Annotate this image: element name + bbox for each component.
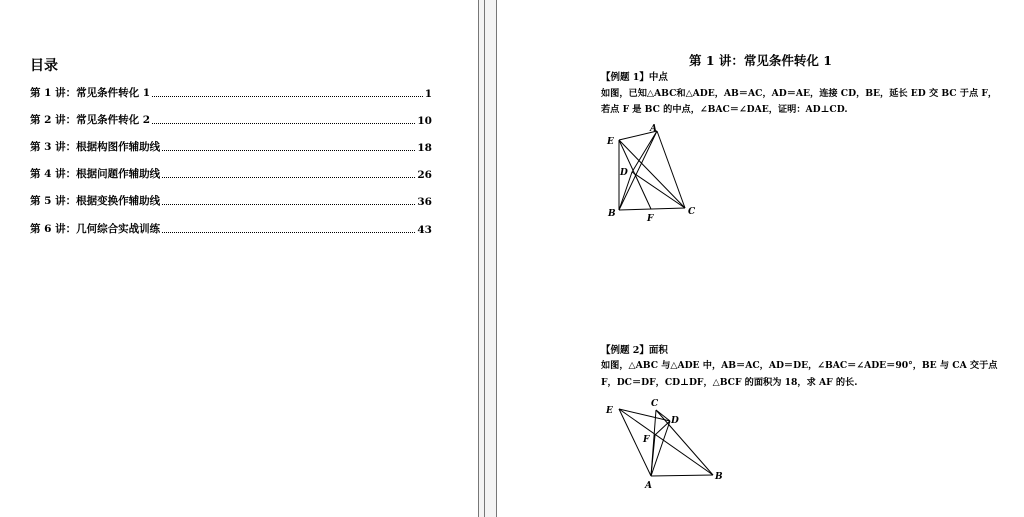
figure-line bbox=[651, 475, 713, 476]
example1-figure bbox=[605, 120, 700, 224]
toc-entry-label: 第 5 讲：根据变换作辅助线 bbox=[30, 195, 161, 207]
figure-line bbox=[619, 409, 713, 475]
toc-entry-page: 10 bbox=[417, 115, 432, 127]
example1-text-line: 若点 F 是 BC 的中点，∠BAC＝∠DAE，证明：AD⊥CD. bbox=[601, 104, 848, 115]
toc-entry-label: 第 1 讲：常见条件转化 1 bbox=[30, 87, 151, 99]
toc-entry-page: 1 bbox=[424, 88, 432, 100]
label-B: B bbox=[608, 209, 616, 219]
figure-line bbox=[632, 172, 685, 208]
toc-entry[interactable] bbox=[30, 138, 432, 154]
toc-entry-label: 第 4 讲：根据问题作辅助线 bbox=[30, 168, 161, 180]
toc-entry-page: 18 bbox=[417, 142, 432, 154]
label-D: D bbox=[620, 168, 628, 178]
label-E: E bbox=[606, 406, 613, 416]
label-E: E bbox=[607, 137, 614, 147]
toc-title: 目录 bbox=[30, 58, 58, 74]
example2-heading: 【例题 2】面积 bbox=[601, 345, 668, 356]
toc-leader-dots bbox=[152, 123, 415, 124]
label-B: B bbox=[715, 472, 723, 482]
toc-leader-dots bbox=[162, 150, 415, 151]
toc-entry-page: 26 bbox=[417, 169, 432, 181]
toc-entry[interactable] bbox=[30, 165, 432, 181]
toc-entry[interactable] bbox=[30, 192, 432, 208]
figure-line bbox=[657, 131, 685, 208]
page-gap bbox=[479, 0, 496, 517]
toc-entry-page: 43 bbox=[417, 224, 432, 236]
example2-figure bbox=[601, 395, 731, 491]
example2-text-line: 如图，△ABC 与△ADE 中，AB＝AC，AD＝DE，∠BAC＝∠ADE＝90°，BE 与 CA 交于点 bbox=[601, 360, 998, 371]
figure-line bbox=[656, 410, 713, 475]
toc-leader-dots bbox=[162, 177, 415, 178]
label-A: A bbox=[645, 481, 652, 491]
toc-entry-label: 第 2 讲：常见条件转化 2 bbox=[30, 114, 151, 126]
example1-text-line: 如图，已知△ABC和△ADE，AB＝AC，AD＝AE，连接 CD，BE，延长 ED 交 BC 于点 F， bbox=[601, 88, 998, 99]
lesson-title: 第 1 讲：常见条件转化 1 bbox=[689, 53, 832, 68]
figure-line bbox=[619, 140, 685, 208]
figure-line bbox=[619, 208, 685, 210]
toc-entry-label: 第 3 讲：根据构图作辅助线 bbox=[30, 141, 161, 153]
label-C: C bbox=[688, 207, 696, 217]
toc-entry-label: 第 6 讲：几何综合实战训练 bbox=[30, 223, 161, 235]
toc-entry[interactable] bbox=[30, 220, 432, 236]
toc-leader-dots bbox=[162, 232, 415, 233]
label-D: D bbox=[671, 416, 679, 426]
label-C: C bbox=[651, 399, 659, 409]
toc-page bbox=[0, 0, 478, 517]
lesson-page bbox=[497, 0, 1024, 517]
example2-text-line: F，DC＝DF，CD⊥DF，△BCF 的面积为 18，求 AF 的长. bbox=[601, 377, 858, 388]
page-divider bbox=[478, 0, 479, 517]
toc-entry[interactable] bbox=[30, 111, 432, 127]
label-A: A bbox=[650, 124, 657, 134]
page-divider bbox=[484, 0, 485, 517]
label-F: F bbox=[647, 214, 654, 224]
toc-entry[interactable] bbox=[30, 84, 432, 100]
toc-entry-page: 36 bbox=[417, 196, 432, 208]
toc-leader-dots bbox=[162, 204, 415, 205]
toc-leader-dots bbox=[152, 96, 423, 97]
example1-heading: 【例题 1】中点 bbox=[601, 72, 668, 83]
label-F: F bbox=[643, 435, 650, 445]
